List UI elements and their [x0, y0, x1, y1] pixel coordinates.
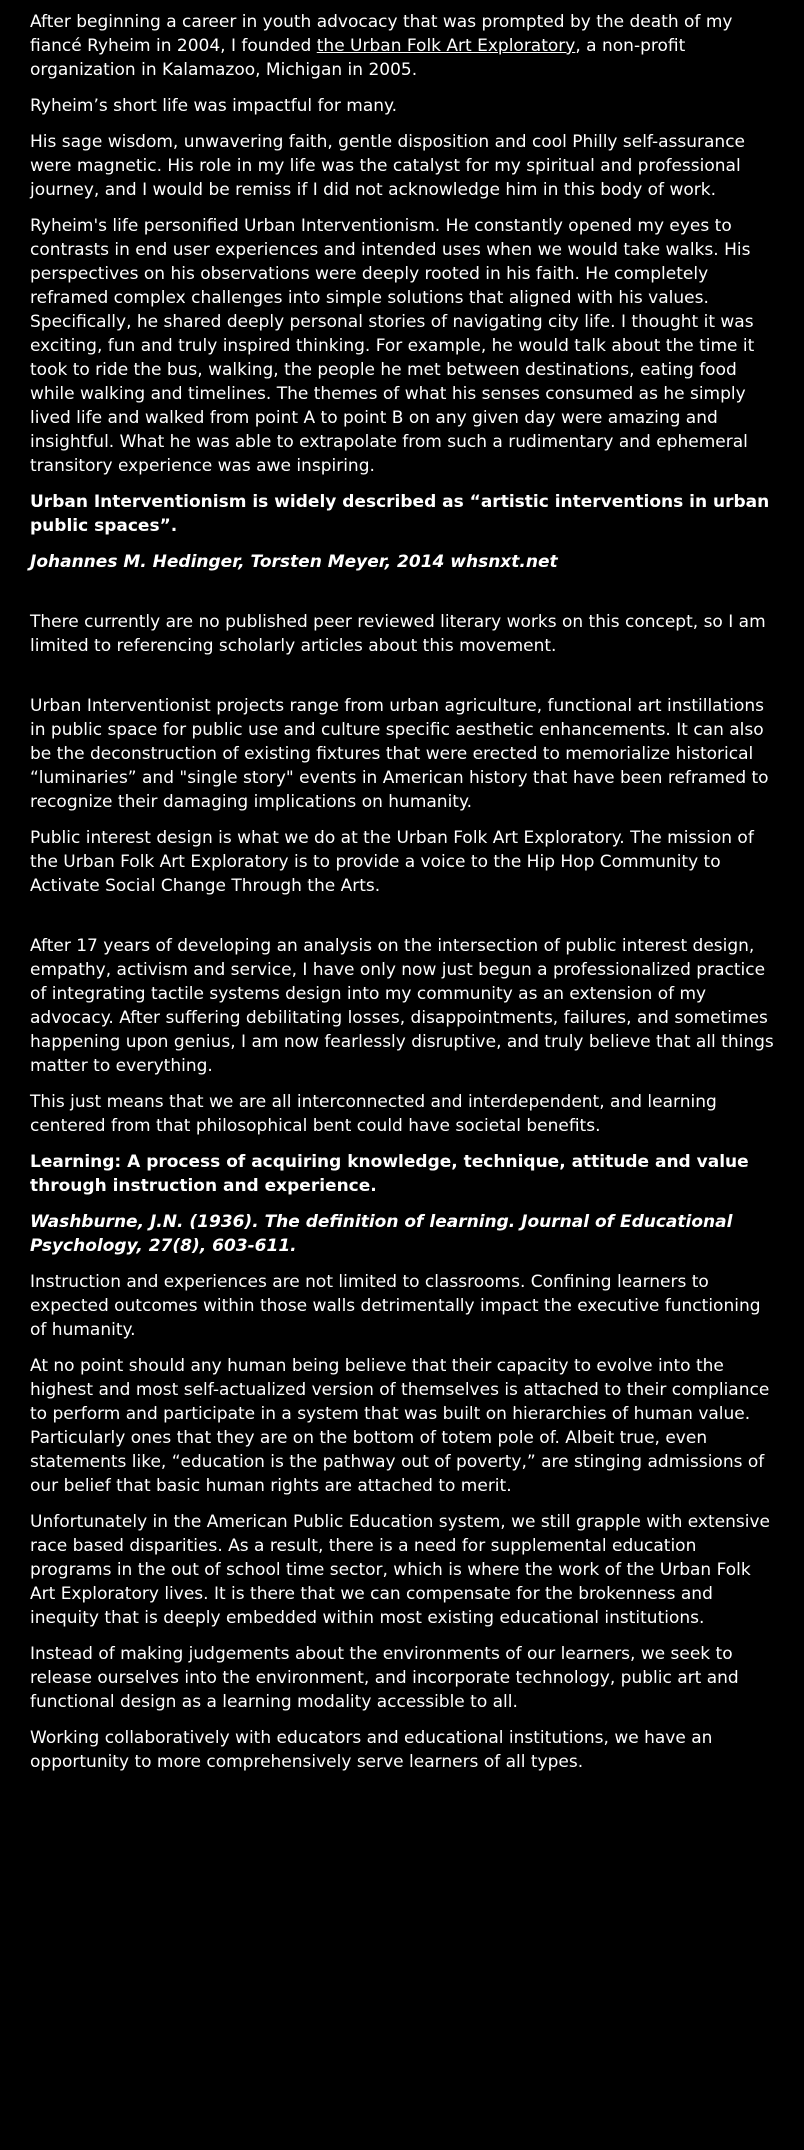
quote-urban-interventionism: Urban Interventionism is widely described as “artistic interventions in urban public spaces”.: [30, 492, 770, 536]
paragraph-project-range: Urban Interventionist projects range from urban agriculture, functional art instillations in public space for public use and culture specific aesthetic enhancements. It can also be the deconstruction of existing fixtures that were erected to memorialize historical “luminaries” and "single story" events in American history that have been reframed to recognize their damaging implications on humanity.: [30, 696, 769, 812]
quote-learning-definition: Learning: A process of acquiring knowledge, technique, attitude and value through instruction and experience.: [30, 1152, 749, 1196]
paragraph-interconnected: This just means that we are all interconnected and interdependent, and learning centered from that philosophical bent could have societal benefits.: [30, 1092, 717, 1136]
paragraph-disparities: Unfortunately in the American Public Education system, we still grapple with extensive race based disparities. As a result, there is a need for supplemental education programs in the out of school time sector, which is where the work of the Urban Folk Art Exploratory lives. It is there that we can compensate for the brokenness and inequity that is deeply embedded within most existing educational institutions.: [30, 1512, 770, 1628]
paragraph-environment: Instead of making judgements about the environments of our learners, we seek to release ourselves into the environment, and incorporate technology, public art and functional design as a learning modality accessible to all.: [30, 1644, 739, 1712]
citation-washburne: Washburne, J.N. (1936). The definition of learning. Journal of Educational Psychology, 27(8), 603-611.: [30, 1212, 733, 1256]
citation-hedinger-meyer: Johannes M. Hedinger, Torsten Meyer, 2014 whsnxt.net: [30, 552, 558, 572]
paragraph-self-actualized: At no point should any human being believe that their capacity to evolve into the highest and most self-actualized version of themselves is attached to their compliance to perform and participate in a system that was built on hierarchies of human value. Particularly ones that they are on the bottom of totem pole of. Albeit true, even statements like, “education is the pathway out of poverty,” are stinging admissions of our belief that basic human rights are attached to merit.: [30, 1356, 770, 1496]
urban-folk-art-exploratory-link[interactable]: the Urban Folk Art Exploratory: [316, 36, 576, 56]
intro-paragraph: [30, 10, 780, 82]
intro-text-after: , a non-profit organization in Kalamazoo, Michigan in 2005.: [30, 36, 686, 80]
article-body: [30, 10, 780, 1786]
intro-text-before: After beginning a career in youth advocacy that was prompted by the death of my fiancé Ryheim in 2004, I founded: [30, 12, 733, 56]
paragraph-ryheim-wisdom: His sage wisdom, unwavering faith, gentle disposition and cool Philly self-assurance were magnetic. His role in my life was the catalyst for my spiritual and professional journey, and I would be remiss if I did not acknowledge him in this body of work.: [30, 132, 746, 200]
paragraph-mission: Public interest design is what we do at the Urban Folk Art Exploratory. The mission of the Urban Folk Art Exploratory is to provide a voice to the Hip Hop Community to Activate Social Change Through the Arts.: [30, 828, 754, 896]
paragraph-no-peer-review: There currently are no published peer reviewed literary works on this concept, so I am limited to referencing scholarly articles about this movement.: [30, 612, 766, 656]
paragraph-ryheim-interventionism: Ryheim's life personified Urban Interventionism. He constantly opened my eyes to contrasts in end user experiences and intended uses when we would take walks. His perspectives on his observations were deeply rooted in his faith. He completely reframed complex challenges into simple solutions that aligned with his values. Specifically, he shared deeply personal stories of navigating city life. I thought it was exciting, fun and truly inspired thinking. For example, he would talk about the time it took to ride the bus, walking, the people he met between destinations, eating food while walking and timelines. The themes of what his senses consumed as he simply lived life and walked from point A to point B on any given day were amazing and insightful. What he was able to extrapolate from such a rudimentary and ephemeral transitory experience was awe inspiring.: [30, 216, 755, 476]
paragraph-seventeen-years: After 17 years of developing an analysis on the intersection of public interest design, empathy, activism and service, I have only now just begun a professionalized practice of integrating tactile systems design into my community as an extension of my advocacy. After suffering debilitating losses, disappointments, failures, and sometimes happening upon genius, I am now fearlessly disruptive, and truly believe that all things matter to everything.: [30, 936, 774, 1076]
paragraph-collaboration: Working collaboratively with educators and educational institutions, we have an opportunity to more comprehensively serve learners of all types.: [30, 1728, 713, 1772]
paragraph-instruction: Instruction and experiences are not limited to classrooms. Confining learners to expected outcomes within those walls detrimentally impact the executive functioning of humanity.: [30, 1272, 761, 1340]
paragraph-ryheim-impact: Ryheim’s short life was impactful for many.: [30, 96, 398, 116]
